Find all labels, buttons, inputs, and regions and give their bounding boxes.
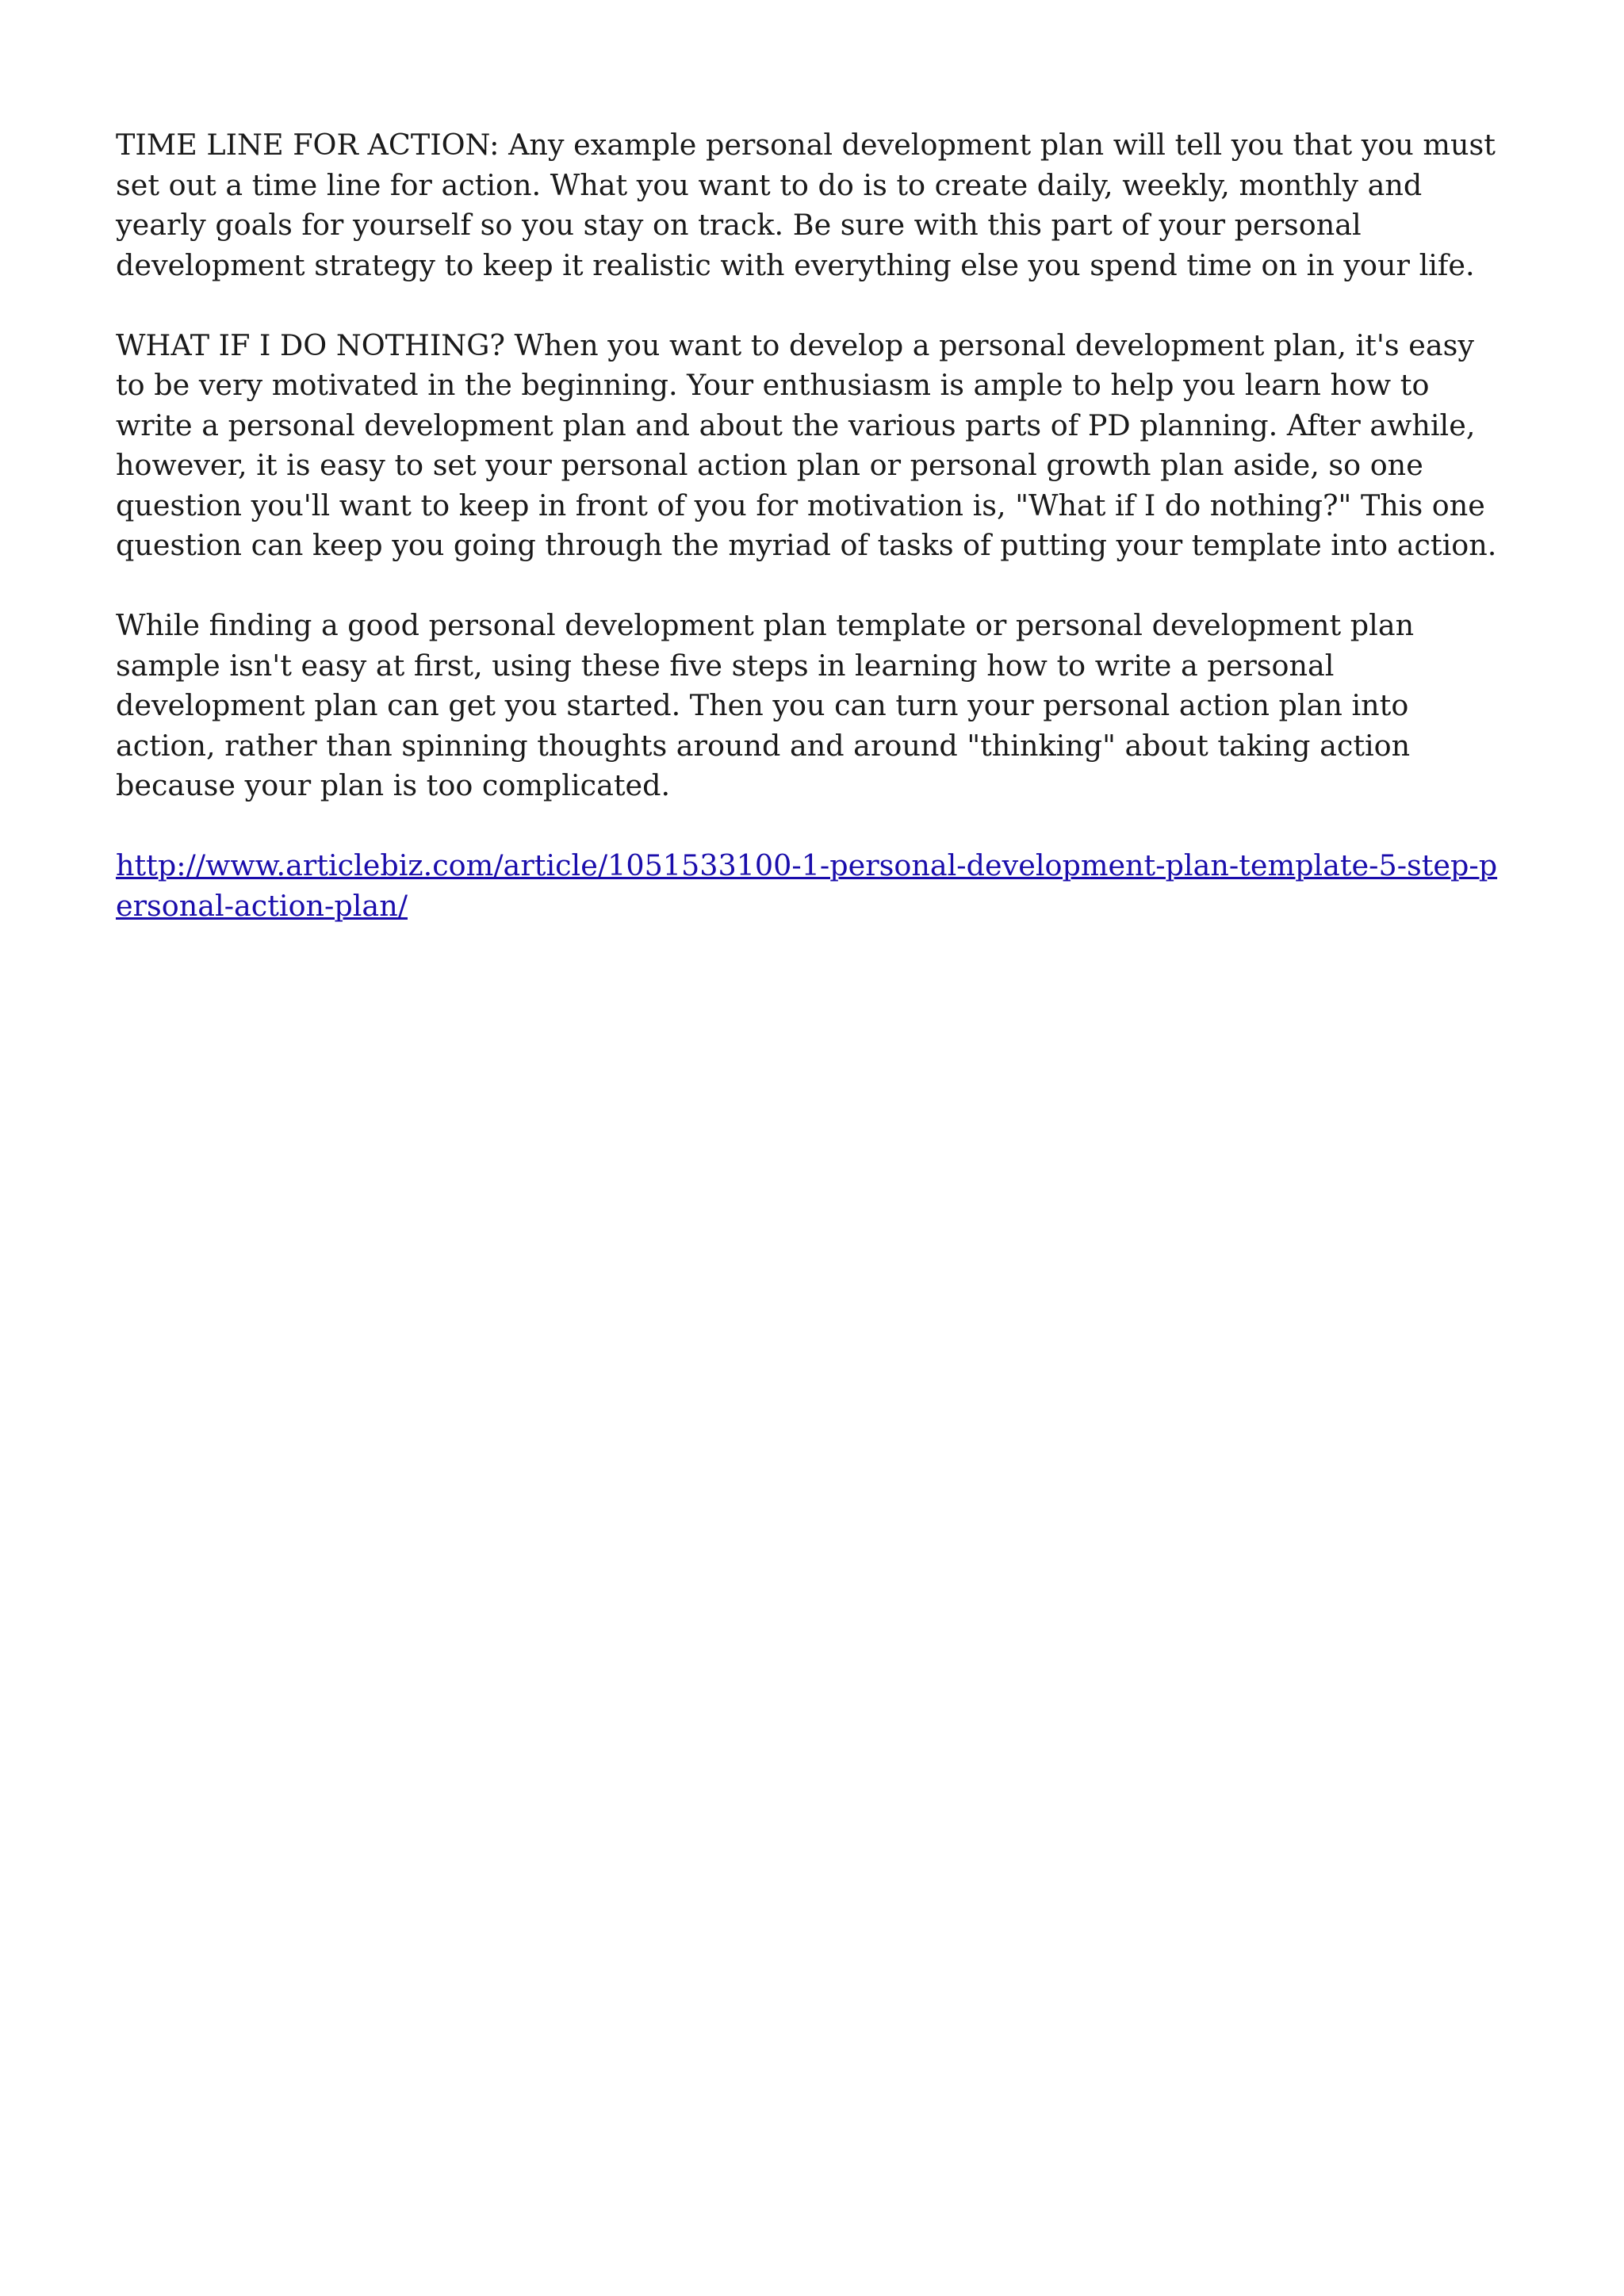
paragraph-conclusion: While finding a good personal development plan template or personal development plan sample isn't easy at first, using these five steps in learning how to write a personal development plan can get you started. Then you can turn your personal action plan into action, rather than spinning thoughts around and around "thinking" about taking action because your plan is too complicated. (116, 608, 1415, 802)
source-link-paragraph (116, 846, 1511, 926)
paragraph-what-if-i-do-nothing: WHAT IF I DO NOTHING? When you want to develop a personal development plan, it's easy to be very motivated in the beginning. Your enthusiasm is ample to help you learn how to write a personal development plan and about the various parts of PD planning. After awhile, however, it is easy to set your personal action plan or personal growth plan aside, so one question you'll want to keep in front of you for motivation is, "What if I do nothing?" This one question can keep you going through the myriad of tasks of putting your template into action. (116, 327, 1497, 562)
source-link[interactable]: http://www.articlebiz.com/article/1051533100-1-personal-development-plan-template-5-step-personal-action-plan/ (116, 848, 1498, 923)
document-body (116, 125, 1511, 966)
paragraph-time-line-for-action: TIME LINE FOR ACTION: Any example personal development plan will tell you that you must set out a time line for action. What you want to do is to create daily, weekly, monthly and yearly goals for yourself so you stay on track. Be sure with this part of your personal development strategy to keep it realistic with everything else you spend time on in your life. (116, 128, 1496, 282)
